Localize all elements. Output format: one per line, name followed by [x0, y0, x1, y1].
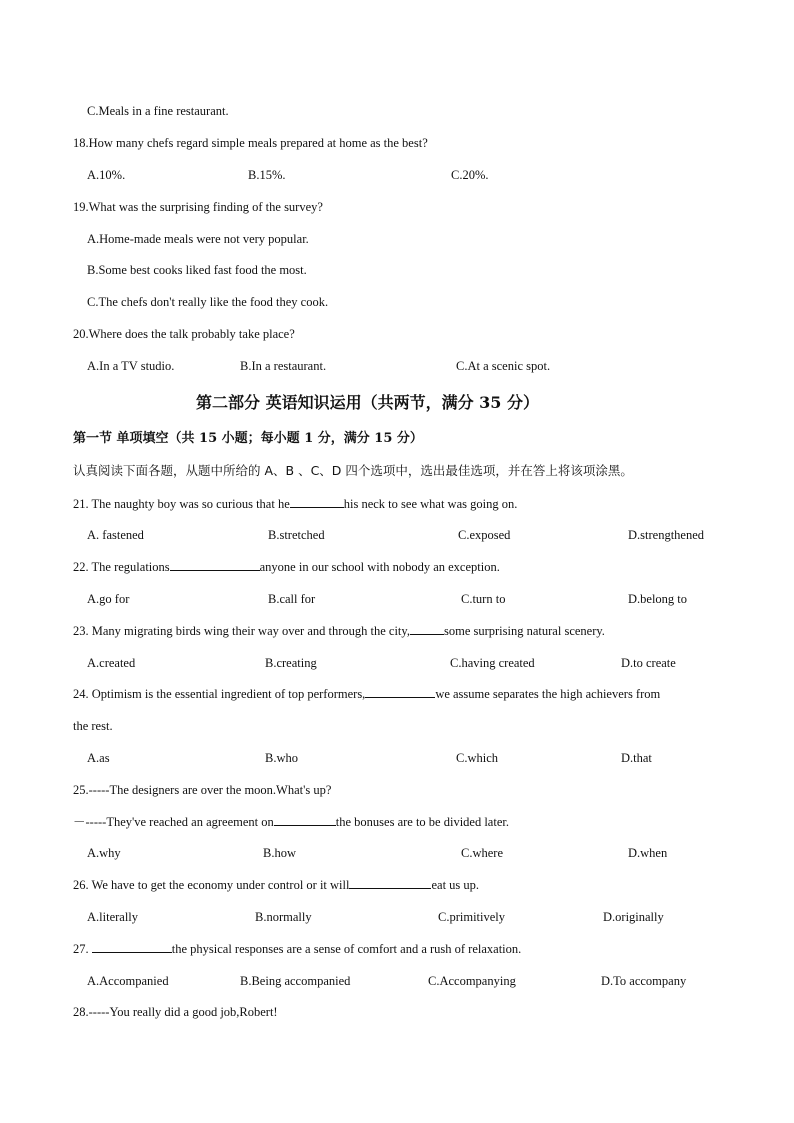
q26-option-a: A.literally [87, 910, 139, 924]
part-two-title: 第二部分 英语知识运用（共两节，满分 35 分） [196, 393, 539, 412]
q26-option-b: B.normally [255, 910, 312, 924]
q23-option-b: B.creating [265, 656, 317, 670]
q24-option-c: C.which [456, 751, 499, 765]
q21-option-c: C.exposed [458, 528, 511, 542]
q22-option-b: B.call for [268, 592, 316, 606]
q22-stem [73, 559, 500, 575]
q25-dialogue-line2 [73, 814, 509, 830]
q25-dialogue-line1: 25.-----The designers are over the moon.What's up? [73, 783, 332, 797]
q25-blank [274, 814, 336, 826]
q27-stem-part1: 27. [73, 942, 89, 956]
q21-option-a: A. fastened [87, 528, 144, 542]
q23-option-a: A.created [87, 656, 136, 670]
q27-option-a: A.Accompanied [87, 974, 169, 988]
q19-option-b: B.Some best cooks liked fast food the most. [87, 263, 307, 277]
q24-blank [365, 686, 435, 698]
q27-stem [73, 941, 521, 957]
q27-stem-part2: the physical responses are a sense of comfort and a rush of relaxation. [171, 942, 522, 956]
q27-option-b: B.Being accompanied [240, 974, 351, 988]
q27-option-d: D.To accompany [601, 974, 687, 988]
q19-option-c: C.The chefs don't really like the food they cook. [87, 295, 329, 309]
q19-stem: 19.What was the surprising finding of the survey? [73, 200, 323, 214]
q22-stem-part1: 22. The regulations [73, 560, 170, 574]
q23-option-c: C.having created [450, 656, 535, 670]
q22-stem-part2: anyone in our school with nobody an exception. [259, 560, 500, 574]
q18-option-a: A.10%. [87, 168, 126, 182]
q25-line2-part2: the bonuses are to be divided later. [335, 815, 509, 829]
q23-stem-part1: 23. Many migrating birds wing their way over and through the city, [73, 624, 410, 638]
q21-stem-part2: his neck to see what was going on. [343, 497, 518, 511]
q17-option-c: C.Meals in a fine restaurant. [87, 104, 229, 118]
q18-option-c: C.20%. [451, 168, 489, 182]
q25-option-a: A.why [87, 846, 121, 860]
q25-option-c: C.where [461, 846, 503, 860]
q20-stem: 20.Where does the talk probably take place? [73, 327, 295, 341]
q22-option-d: D.belong to [628, 592, 688, 606]
q24-option-d: D.that [621, 751, 652, 765]
q24-stem-part2: we assume separates the high achievers from [435, 687, 661, 701]
q25-option-d: D.when [628, 846, 668, 860]
q26-stem [73, 877, 479, 893]
q18-option-b: B.15%. [248, 168, 286, 182]
q19-option-a: A.Home-made meals were not very popular. [87, 232, 309, 246]
q27-option-c: C.Accompanying [428, 974, 516, 988]
section-one-title: 第一节 单项填空（共 15 小题；每小题 1 分，满分 15 分） [73, 431, 423, 446]
q23-stem-part2: some surprising natural scenery. [443, 624, 605, 638]
q26-option-c: C.primitively [438, 910, 506, 924]
q20-option-a: A.In a TV studio. [87, 359, 175, 373]
q27-blank [92, 941, 172, 953]
q21-stem-part1: 21. The naughty boy was so curious that he [73, 497, 290, 511]
q23-option-d: D.to create [621, 656, 676, 670]
q24-option-b: B.who [265, 751, 298, 765]
q22-blank [170, 559, 260, 571]
q21-option-d: D.strengthened [628, 528, 705, 542]
q26-stem-part2: eat us up. [431, 878, 480, 892]
q25-line2-part1: －-----They've reached an agreement on [73, 815, 274, 829]
q25-option-b: B.how [263, 846, 296, 860]
q23-blank [410, 623, 444, 635]
q20-option-b: B.In a restaurant. [240, 359, 327, 373]
q24-stem [73, 686, 660, 702]
q26-blank [349, 877, 431, 889]
q24-stem-continued: the rest. [73, 719, 113, 733]
q23-stem [73, 623, 605, 639]
q24-stem-part1: 24. Optimism is the essential ingredient of top performers, [73, 687, 366, 701]
q21-blank [290, 496, 344, 508]
q26-option-d: D.originally [603, 910, 664, 924]
q28-stem: 28.-----You really did a good job,Robert! [73, 1005, 278, 1019]
q21-option-b: B.stretched [268, 528, 325, 542]
q20-option-c: C.At a scenic spot. [456, 359, 551, 373]
q22-option-c: C.turn to [461, 592, 506, 606]
q24-option-a: A.as [87, 751, 110, 765]
q18-stem: 18.How many chefs regard simple meals prepared at home as the best? [73, 136, 428, 150]
q22-option-a: A.go for [87, 592, 130, 606]
q21-stem [73, 496, 517, 512]
q26-stem-part1: 26. We have to get the economy under control or it will [73, 878, 350, 892]
section-instructions: 认真阅读下面各题，从题中所给的 A、B 、C、D 四个选项中，选出最佳选项，并在答上将该项涂黑。 [73, 463, 633, 478]
